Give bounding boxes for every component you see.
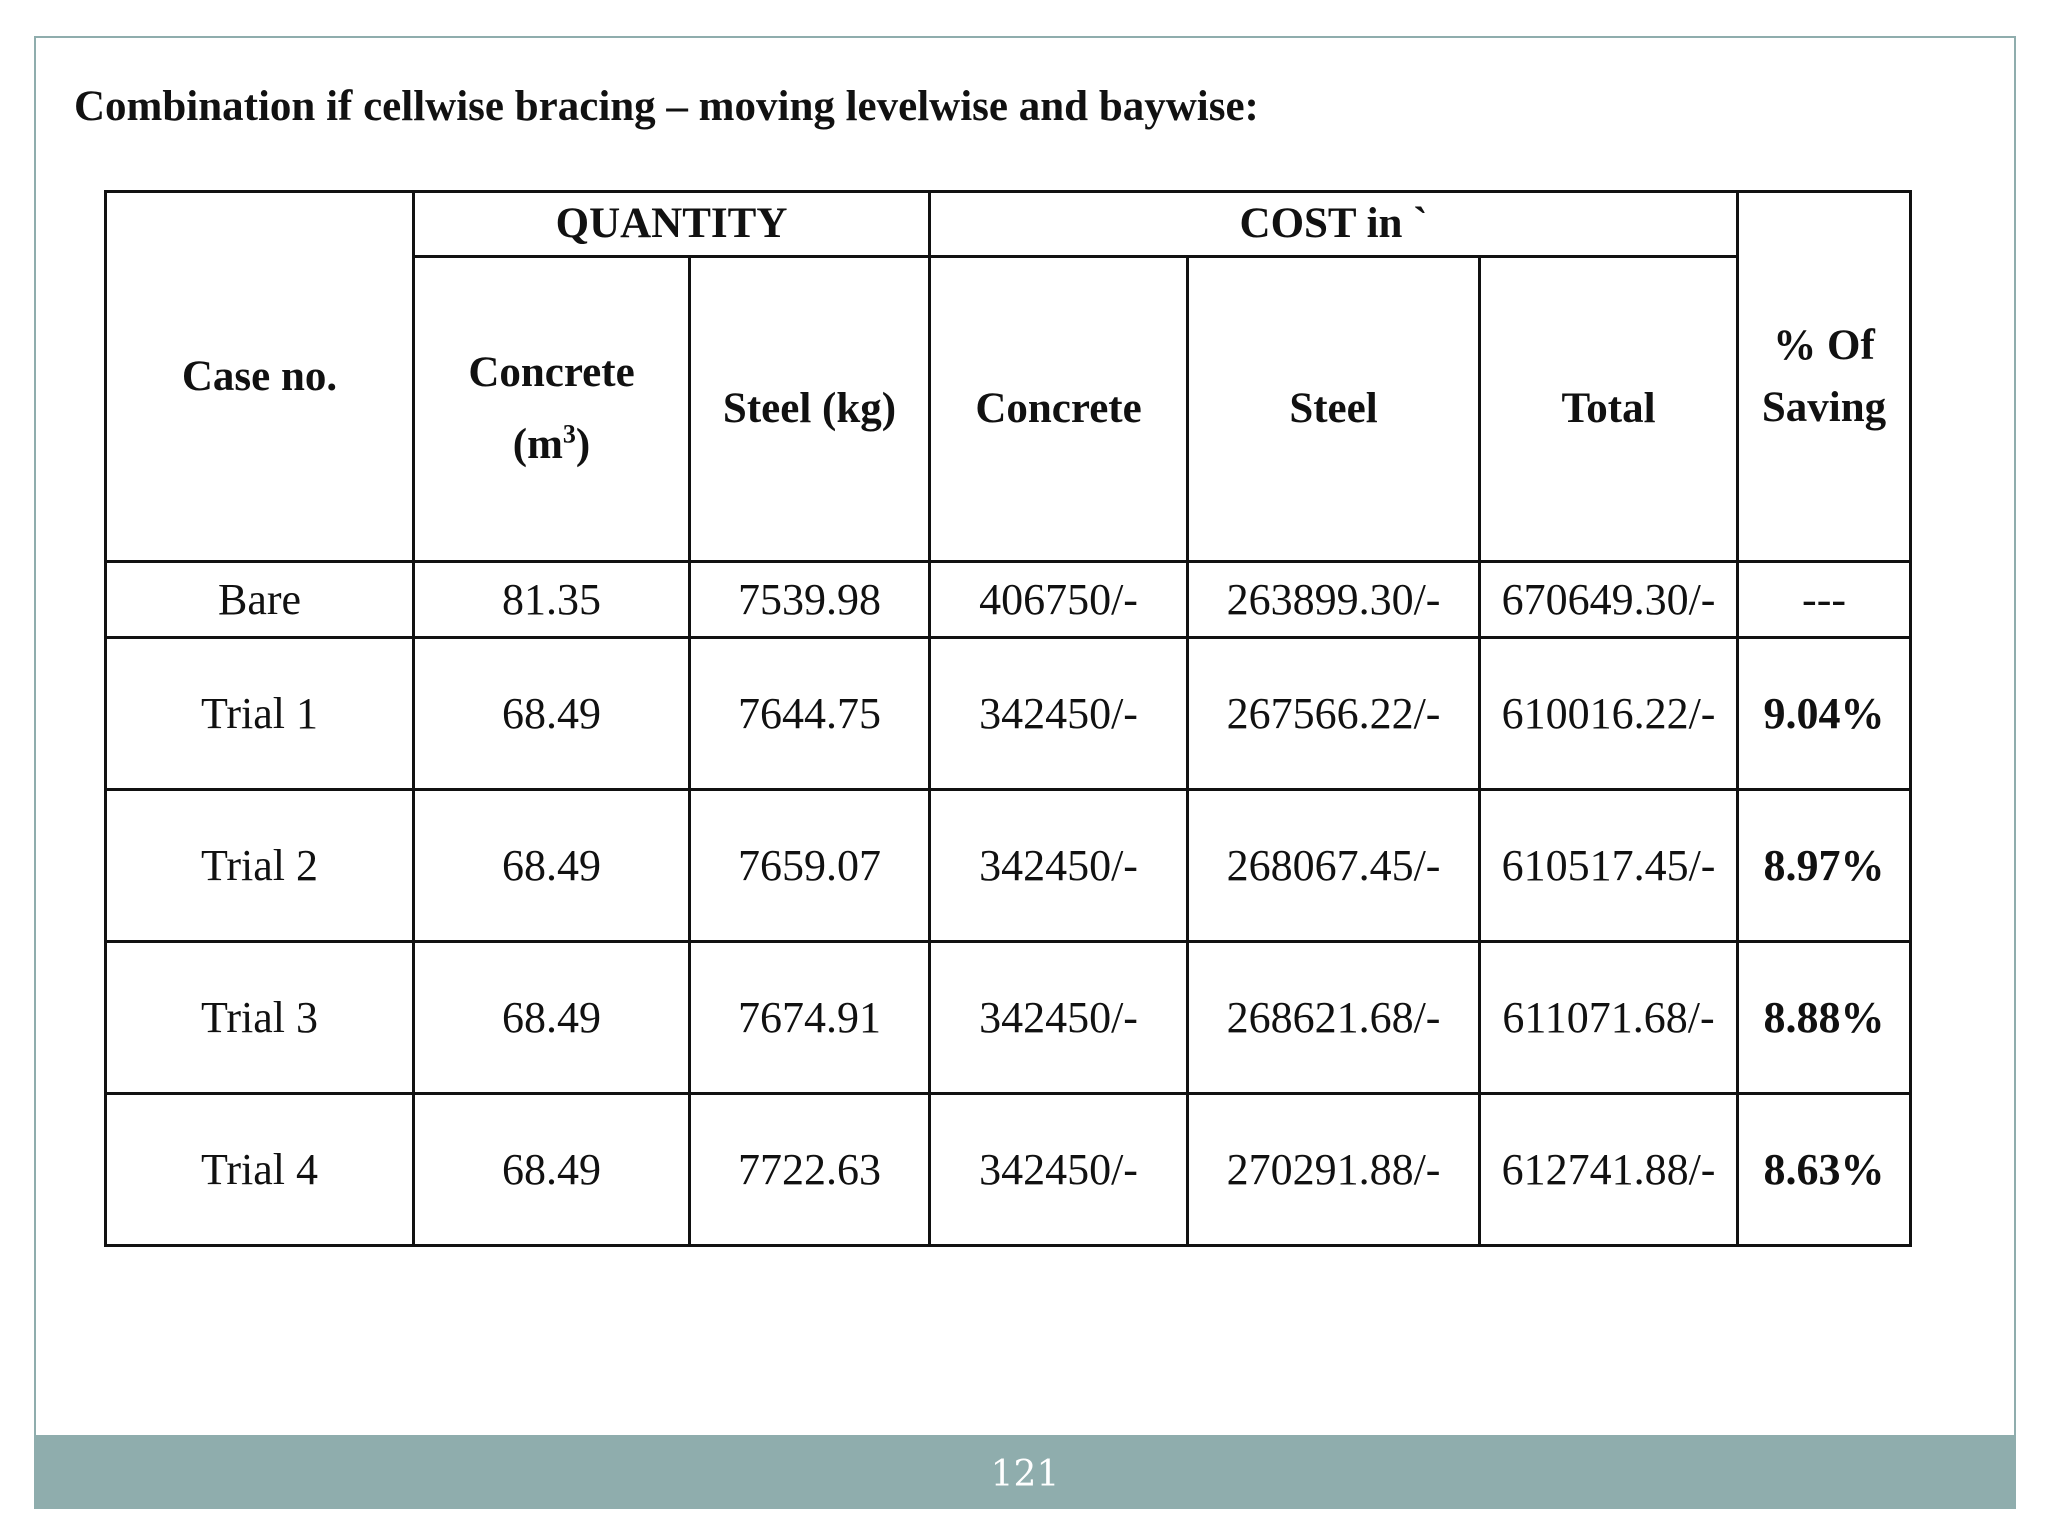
- table-row: [106, 942, 1911, 1094]
- cell-cost-total: 612741.88/-: [1480, 1094, 1738, 1246]
- cell-cost-steel: 267566.22/-: [1188, 638, 1480, 790]
- header-cost-total: Total: [1480, 257, 1738, 562]
- table-row: [106, 1094, 1911, 1246]
- header-row-group: [106, 192, 1911, 257]
- cell-case: Trial 2: [106, 790, 414, 942]
- cell-saving: 8.97%: [1738, 790, 1911, 942]
- cell-case: Bare: [106, 562, 414, 638]
- cell-case: Trial 1: [106, 638, 414, 790]
- cell-qty-steel: 7659.07: [690, 790, 930, 942]
- cell-qty-concrete: 68.49: [414, 638, 690, 790]
- page-number: 121: [990, 1454, 1060, 1495]
- cell-cost-steel: 270291.88/-: [1188, 1094, 1480, 1246]
- cell-case: Trial 4: [106, 1094, 414, 1246]
- cell-qty-concrete: 81.35: [414, 562, 690, 638]
- header-quantity: QUANTITY: [414, 192, 930, 257]
- header-cost: COST in `: [930, 192, 1738, 257]
- header-qty-steel: Steel (kg): [690, 257, 930, 562]
- cell-cost-steel: 263899.30/-: [1188, 562, 1480, 638]
- table-row: [106, 562, 1911, 638]
- header-case-no: Case no.: [106, 192, 414, 562]
- cell-qty-steel: 7539.98: [690, 562, 930, 638]
- cell-saving: 8.88%: [1738, 942, 1911, 1094]
- header-qty-concrete-unit: $(m^3)$: [512, 419, 591, 469]
- cell-qty-steel: 7722.63: [690, 1094, 930, 1246]
- cell-cost-total: 610517.45/-: [1480, 790, 1738, 942]
- cell-qty-steel: 7644.75: [690, 638, 930, 790]
- cell-qty-concrete: 68.49: [414, 790, 690, 942]
- header-cost-steel: Steel: [1188, 257, 1480, 562]
- cell-cost-total: 670649.30/-: [1480, 562, 1738, 638]
- header-saving-label: % Of Saving: [1761, 321, 1887, 431]
- cell-saving: 9.04%: [1738, 638, 1911, 790]
- cost-comparison-table: [104, 190, 1912, 1247]
- cell-cost-concrete: 342450/-: [930, 1094, 1188, 1246]
- header-qty-concrete-label: Concrete: [468, 348, 635, 396]
- slide-footer: [36, 1435, 2014, 1507]
- cell-cost-steel: 268067.45/-: [1188, 790, 1480, 942]
- header-cost-concrete: Concrete: [930, 257, 1188, 562]
- cell-cost-concrete: 342450/-: [930, 942, 1188, 1094]
- cell-qty-concrete: 68.49: [414, 1094, 690, 1246]
- header-qty-concrete: [414, 257, 690, 562]
- table-row: [106, 790, 1911, 942]
- cell-cost-concrete: 406750/-: [930, 562, 1188, 638]
- cell-case: Trial 3: [106, 942, 414, 1094]
- cell-saving: 8.63%: [1738, 1094, 1911, 1246]
- header-saving: [1738, 192, 1911, 562]
- cell-cost-total: 610016.22/-: [1480, 638, 1738, 790]
- cell-qty-concrete: 68.49: [414, 942, 690, 1094]
- table-row: [106, 638, 1911, 790]
- cell-cost-steel: 268621.68/-: [1188, 942, 1480, 1094]
- slide: [34, 36, 2016, 1509]
- cell-cost-concrete: 342450/-: [930, 638, 1188, 790]
- cell-cost-concrete: 342450/-: [930, 790, 1188, 942]
- cell-cost-total: 611071.68/-: [1480, 942, 1738, 1094]
- cell-qty-steel: 7674.91: [690, 942, 930, 1094]
- slide-heading: Combination if cellwise bracing – moving levelwise and baywise:: [74, 83, 1259, 130]
- cell-saving: ---: [1738, 562, 1911, 638]
